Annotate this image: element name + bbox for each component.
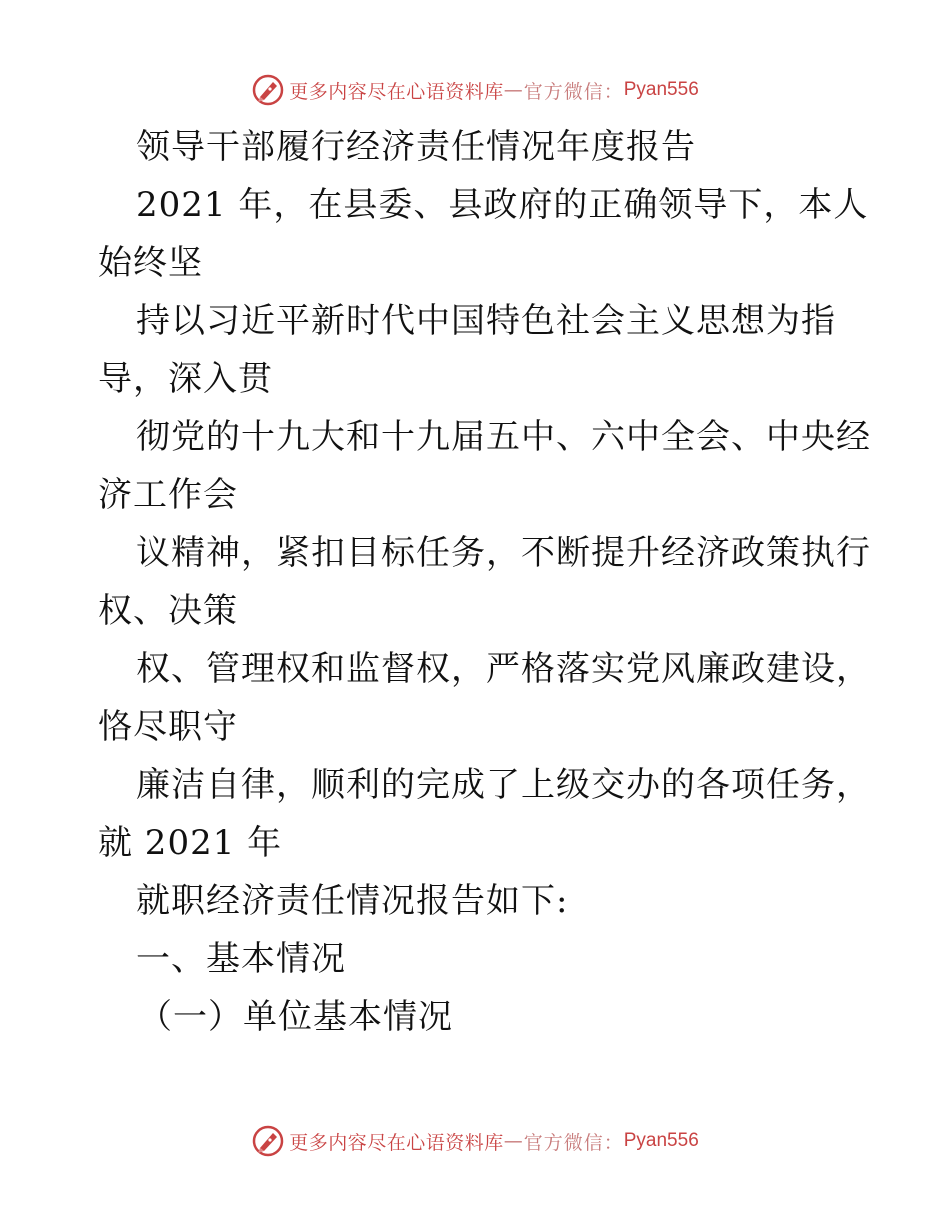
- text-line: 持以习近平新时代中国特色社会主义思想为指: [136, 301, 836, 341]
- text-line: 导，深入贯: [98, 359, 273, 399]
- watermark-wechat-id: Pyan556: [623, 1130, 699, 1151]
- text-line: 就职经济责任情况报告如下:: [136, 881, 569, 921]
- document-body: [98, 118, 871, 1046]
- text-line: 恪尽职守: [98, 707, 238, 747]
- text-line: 始终坚: [98, 243, 203, 283]
- text-line: 权、管理权和监督权，严格落实党风廉政建设，: [136, 649, 871, 689]
- footer-watermark: [0, 1121, 950, 1161]
- section-heading: 一、基本情况: [136, 939, 346, 979]
- watermark-wechat-label: 官方微信：: [523, 80, 624, 103]
- text-line: 济工作会: [98, 475, 238, 515]
- watermark-dash: —: [503, 79, 524, 101]
- header-watermark: [0, 70, 950, 110]
- text-line: 议精神，紧扣目标任务，不断提升经济政策执行: [136, 533, 871, 573]
- text-line: 廉洁自律，顺利的完成了上级交办的各项任务，: [136, 765, 871, 805]
- watermark-main-text: 更多内容尽在心语资料库: [289, 80, 504, 103]
- text-line: 权、决策: [98, 591, 238, 631]
- text-line: 2021 年，在县委、县政府的正确领导下，本人: [136, 185, 869, 225]
- text-line: 彻党的十九大和十九届五中、六中全会、中央经: [136, 417, 871, 457]
- subsection-heading: （一）单位基本情况: [138, 997, 453, 1037]
- pen-logo-icon: [251, 73, 285, 107]
- pen-logo-icon: [251, 1124, 285, 1158]
- watermark-main-text: 更多内容尽在心语资料库: [289, 1131, 504, 1154]
- watermark-wechat-label: 官方微信：: [523, 1131, 624, 1154]
- text-line: 就 2021 年: [98, 823, 283, 863]
- watermark-dash: —: [503, 1130, 524, 1152]
- watermark-wechat-id: Pyan556: [623, 79, 699, 100]
- document-title: 领导干部履行经济责任情况年度报告: [136, 127, 696, 167]
